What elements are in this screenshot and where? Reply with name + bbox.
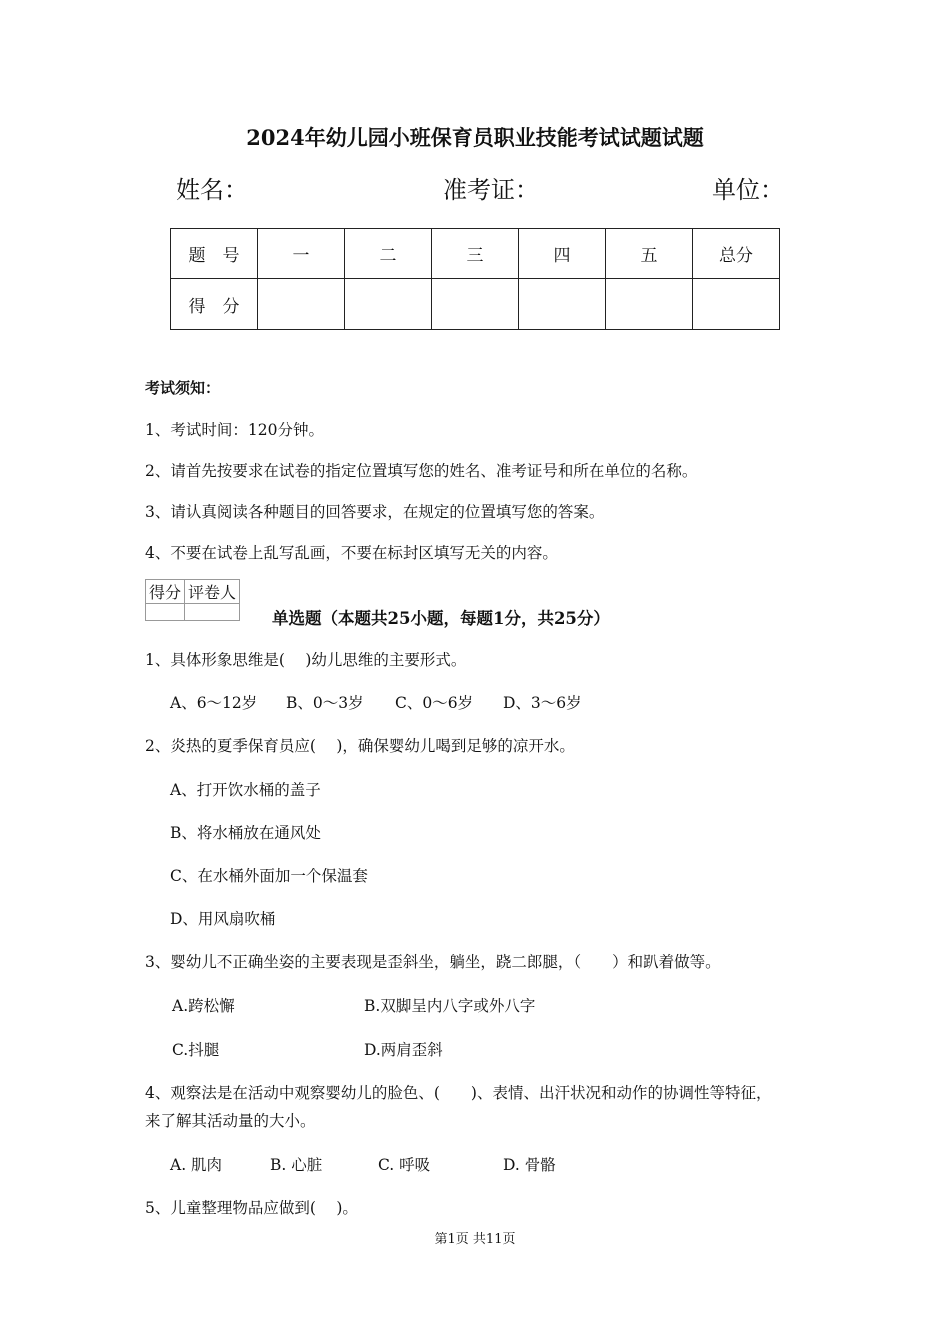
grader-score-label: 得分 bbox=[146, 580, 185, 604]
page-title: 2024年幼儿园小班保育员职业技能考试试题试题 bbox=[246, 125, 704, 150]
score-header-cell: 二 bbox=[345, 229, 432, 279]
question-3-option-b[interactable]: B.双脚呈内八字或外八字 bbox=[364, 997, 536, 1015]
question-3-option-d[interactable]: D.两肩歪斜 bbox=[364, 1041, 443, 1059]
score-cell[interactable] bbox=[519, 279, 606, 330]
score-cell[interactable] bbox=[432, 279, 519, 330]
question-4-stem-line2: 来了解其活动量的大小。 bbox=[145, 1112, 316, 1130]
score-table-header-row bbox=[171, 229, 780, 279]
question-3-stem: 3、婴幼儿不正确坐姿的主要表现是歪斜坐，躺坐，跷二郎腿，（ ）和趴着做等。 bbox=[145, 953, 721, 971]
name-field-label: 姓名： bbox=[176, 176, 248, 204]
score-row-label: 得 分 bbox=[171, 279, 258, 330]
question-4-option-d[interactable]: D. 骨骼 bbox=[503, 1156, 556, 1174]
score-header-cell: 总分 bbox=[693, 229, 780, 279]
score-header-cell: 五 bbox=[606, 229, 693, 279]
score-header-cell: 四 bbox=[519, 229, 606, 279]
grader-box bbox=[145, 579, 240, 621]
question-2-option-b[interactable]: B、将水桶放在通风处 bbox=[170, 824, 321, 842]
grader-score-cell[interactable] bbox=[146, 604, 185, 621]
question-1-option-b[interactable]: B、0～3岁 bbox=[286, 694, 364, 712]
notice-item: 4、不要在试卷上乱写乱画，不要在标封区填写无关的内容。 bbox=[145, 544, 558, 562]
score-header-cell: 题 号 bbox=[171, 229, 258, 279]
question-1-option-c[interactable]: C、0～6岁 bbox=[395, 694, 474, 712]
question-4-option-a[interactable]: A. 肌肉 bbox=[170, 1156, 223, 1174]
question-2-option-d[interactable]: D、用风扇吹桶 bbox=[170, 910, 276, 928]
score-cell[interactable] bbox=[345, 279, 432, 330]
notice-item: 2、请首先按要求在试卷的指定位置填写您的姓名、准考证号和所在单位的名称。 bbox=[145, 462, 698, 480]
question-1-option-a[interactable]: A、6～12岁 bbox=[170, 694, 258, 712]
question-2-stem: 2、炎热的夏季保育员应( )，确保婴幼儿喝到足够的凉开水。 bbox=[145, 737, 575, 755]
score-table-score-row bbox=[171, 279, 780, 330]
question-2-option-a[interactable]: A、打开饮水桶的盖子 bbox=[170, 781, 321, 799]
score-header-cell: 三 bbox=[432, 229, 519, 279]
notice-item: 1、考试时间：120分钟。 bbox=[145, 421, 324, 439]
section-title: 单选题（本题共25小题，每题1分，共25分） bbox=[272, 609, 610, 628]
score-cell[interactable] bbox=[606, 279, 693, 330]
question-4-stem-line1: 4、观察法是在活动中观察婴幼儿的脸色、( )、表情、出汗状况和动作的协调性等特征， bbox=[145, 1084, 772, 1102]
question-2-option-c[interactable]: C、在水桶外面加一个保温套 bbox=[170, 867, 368, 885]
notice-item: 3、请认真阅读各种题目的回答要求，在规定的位置填写您的答案。 bbox=[145, 503, 605, 521]
grader-name-cell[interactable] bbox=[185, 604, 240, 621]
ticket-field-label: 准考证： bbox=[443, 176, 539, 204]
page-footer: 第1页 共11页 bbox=[434, 1232, 516, 1247]
question-5-stem: 5、儿童整理物品应做到( )。 bbox=[145, 1199, 358, 1217]
question-4-option-b[interactable]: B. 心脏 bbox=[270, 1156, 323, 1174]
score-cell[interactable] bbox=[693, 279, 780, 330]
question-1-stem: 1、具体形象思维是( )幼儿思维的主要形式。 bbox=[145, 651, 467, 669]
grader-name-label: 评卷人 bbox=[185, 580, 240, 604]
question-3-option-c[interactable]: C.抖腿 bbox=[172, 1041, 220, 1059]
notice-heading: 考试须知： bbox=[145, 379, 221, 397]
score-cell[interactable] bbox=[258, 279, 345, 330]
question-4-option-c[interactable]: C. 呼吸 bbox=[378, 1156, 431, 1174]
unit-field-label: 单位： bbox=[712, 176, 784, 204]
score-header-cell: 一 bbox=[258, 229, 345, 279]
question-3-option-a[interactable]: A.跨松懈 bbox=[172, 997, 235, 1015]
score-table bbox=[170, 228, 780, 330]
question-1-option-d[interactable]: D、3～6岁 bbox=[503, 694, 582, 712]
